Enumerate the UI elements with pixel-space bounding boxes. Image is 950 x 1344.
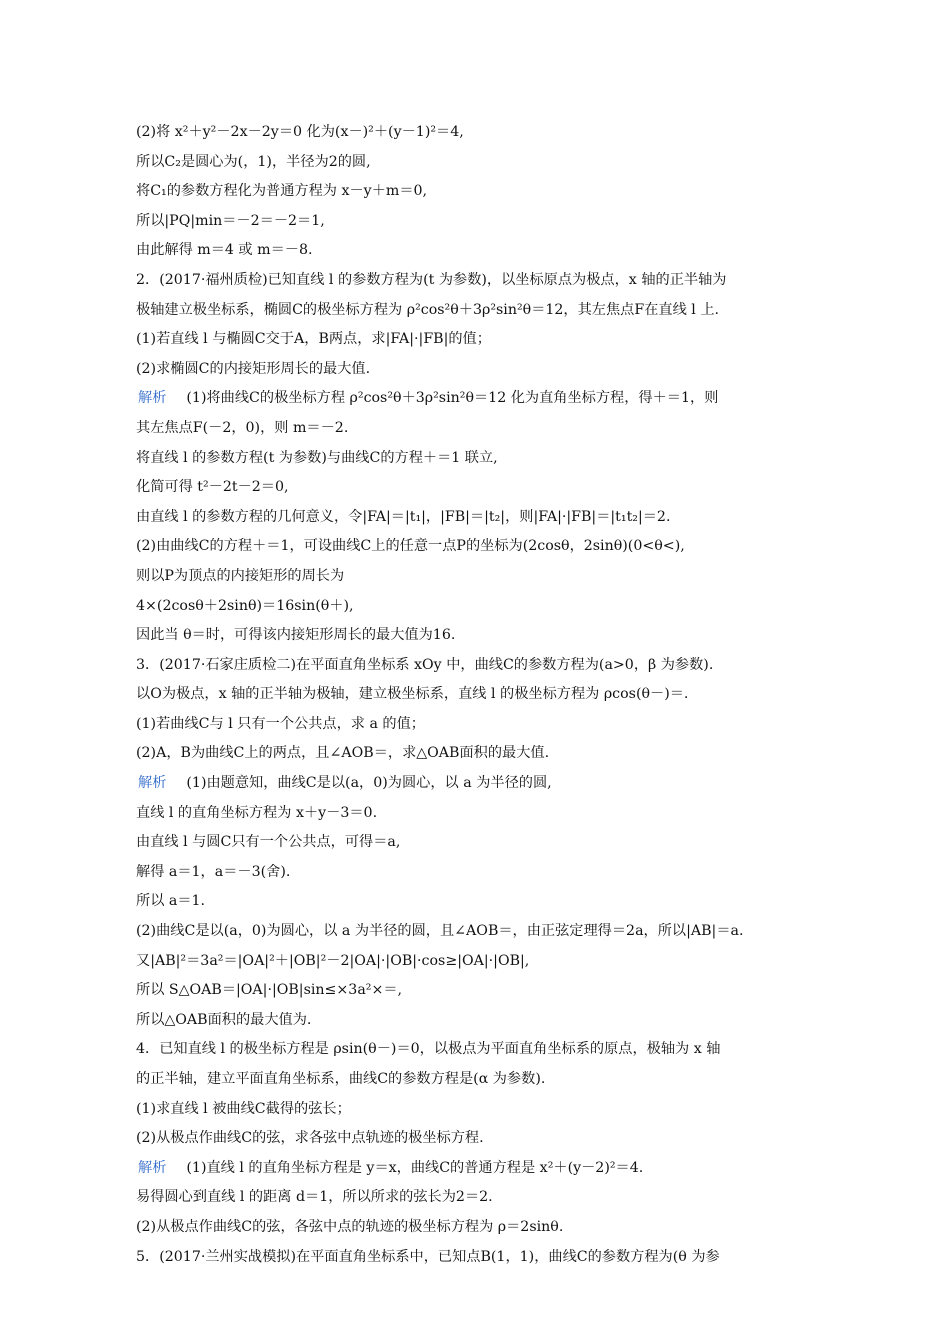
text-line [136,266,842,296]
text-line [136,207,842,237]
line-text: (1)由题意知，曲线C是以(a，0)为圆心，以 a 为半径的圆, [186,775,552,792]
line-text: (2)A，B为曲线C上的两点，且∠AOB＝，求△OAB面积的最大值. [136,745,550,762]
text-line [136,562,842,592]
line-text: 所以C₂是圆心为(，1)，半径为2的圆, [136,153,371,170]
line-text: (2)从极点作曲线C的弦，求各弦中点轨迹的极坐标方程. [136,1130,484,1147]
text-line [136,976,842,1006]
document-body [136,118,842,1272]
line-text: (2)从极点作曲线C的弦，各弦中点的轨迹的极坐标方程为 ρ＝2sinθ. [136,1218,564,1235]
text-line [136,118,842,148]
text-line [136,887,842,917]
text-line [136,355,842,385]
analysis-label: 解析 [138,390,167,407]
text-line [136,917,842,947]
text-line [136,532,842,562]
text-line [136,1095,842,1125]
text-line [136,1006,842,1036]
text-line [136,947,842,977]
text-line [136,444,842,474]
line-text: 5．(2017·兰州实战模拟)在平面直角坐标系中，已知点B(1，1)，曲线C的参数方程为(θ 为参 [136,1248,720,1265]
line-text: 3．(2017·石家庄质检二)在平面直角坐标系 xOy 中，曲线C的参数方程为(a>0，β 为参数). [136,656,714,673]
line-text: 所以|PQ|min＝－2＝－2＝1, [136,212,325,229]
line-text: 化简可得 t²－2t－2＝0, [136,479,289,496]
text-line [136,177,842,207]
line-text: 因此当 θ＝时，可得该内接矩形周长的最大值为16. [136,627,456,644]
line-text: 由直线 l 的参数方程的几何意义，令|FA|＝|t₁|，|FB|＝|t₂|，则|FA|·|FB|＝|t₁t₂|＝2. [136,508,671,525]
text-line [136,503,842,533]
line-text: 其左焦点F(－2，0)，则 m＝－2. [136,419,349,436]
line-text: (2)曲线C是以(a，0)为圆心，以 a 为半径的圆，且∠AOB＝，由正弦定理得＝2a，所以|AB|＝a. [136,923,744,940]
text-line [136,384,842,414]
line-text: (1)直线 l 的直角坐标方程是 y＝x，曲线C的普通方程是 x²＋(y－2)²＝4. [186,1159,644,1176]
line-text: 极轴建立极坐标系，椭圆C的极坐标方程为 ρ²cos²θ＋3ρ²sin²θ＝12，其左焦点F在直线 l 上. [136,301,720,318]
text-line [136,621,842,651]
line-text: (1)若曲线C与 l 只有一个公共点，求 a 的值； [136,715,425,732]
line-text: 4×(2cosθ＋2sinθ)＝16sin(θ＋), [136,597,354,614]
text-line [136,1065,842,1095]
line-text: (2)将 x²＋y²－2x－2y＝0 化为(x－)²＋(y－1)²＝4, [136,124,464,140]
text-line [136,1035,842,1065]
text-line [136,858,842,888]
text-line [136,710,842,740]
text-line [136,1183,842,1213]
line-text: (1)求直线 l 被曲线C截得的弦长； [136,1100,351,1117]
line-text: 解得 a＝1，a＝－3(舍). [136,863,291,880]
text-line [136,473,842,503]
line-text: (2)由曲线C的方程＋＝1，可设曲线C上的任意一点P的坐标为(2cosθ，2sinθ)(0<θ<), [136,538,685,555]
line-text: 直线 l 的直角坐标方程为 x＋y－3＝0. [136,804,378,821]
line-text: 易得圆心到直线 l 的距离 d＝1，所以所求的弦长为2＝2. [136,1189,493,1206]
text-line [136,651,842,681]
text-line [136,680,842,710]
line-text: 以O为极点，x 轴的正半轴为极轴，建立极坐标系，直线 l 的极坐标方程为 ρcos(θ－)＝. [136,686,689,703]
text-line [136,739,842,769]
line-text: (1)将曲线C的极坐标方程 ρ²cos²θ＋3ρ²sin²θ＝12 化为直角坐标方程，得＋＝1，则 [186,390,719,407]
text-line [136,769,842,799]
analysis-label: 解析 [138,1159,167,1176]
text-line [136,1213,842,1243]
text-line [136,325,842,355]
analysis-label: 解析 [138,775,167,792]
line-text: 又|AB|²＝3a²＝|OA|²＋|OB|²－2|OA|·|OB|·cos≥|OA|·|OB|, [136,952,530,969]
line-text: 4．已知直线 l 的极坐标方程是 ρsin(θ－)＝0，以极点为平面直角坐标系的原点，极轴为 x 轴 [136,1041,721,1058]
text-line [136,592,842,622]
line-text: 将直线 l 的参数方程(t 为参数)与曲线C的方程＋＝1 联立, [136,449,498,466]
text-line [136,1154,842,1184]
line-text: 的正半轴，建立平面直角坐标系，曲线C的参数方程是(α 为参数). [136,1071,546,1087]
text-line [136,414,842,444]
line-text: (1)若直线 l 与椭圆C交于A，B两点，求|FA|·|FB|的值； [136,331,491,348]
text-line [136,799,842,829]
line-text: 所以 S△OAB＝|OA|·|OB|sin≤×3a²×＝, [136,982,403,999]
line-text: 所以 a＝1. [136,893,206,910]
text-line [136,148,842,178]
line-text: 由此解得 m＝4 或 m＝－8. [136,242,313,259]
text-line [136,1124,842,1154]
line-text: (2)求椭圆C的内接矩形周长的最大值. [136,360,371,377]
text-line [136,236,842,266]
text-line [136,828,842,858]
line-text: 则以P为顶点的内接矩形的周长为 [136,567,345,584]
line-text: 所以△OAB面积的最大值为. [136,1011,312,1028]
line-text: 2．(2017·福州质检)已知直线 l 的参数方程为(t 为参数)，以坐标原点为极点，x 轴的正半轴为 [136,271,727,288]
text-line [136,1243,842,1273]
line-text: 由直线 l 与圆C只有一个公共点，可得＝a, [136,834,401,851]
line-text: 将C₁的参数方程化为普通方程为 x－y＋m＝0, [136,183,428,200]
text-line [136,296,842,326]
